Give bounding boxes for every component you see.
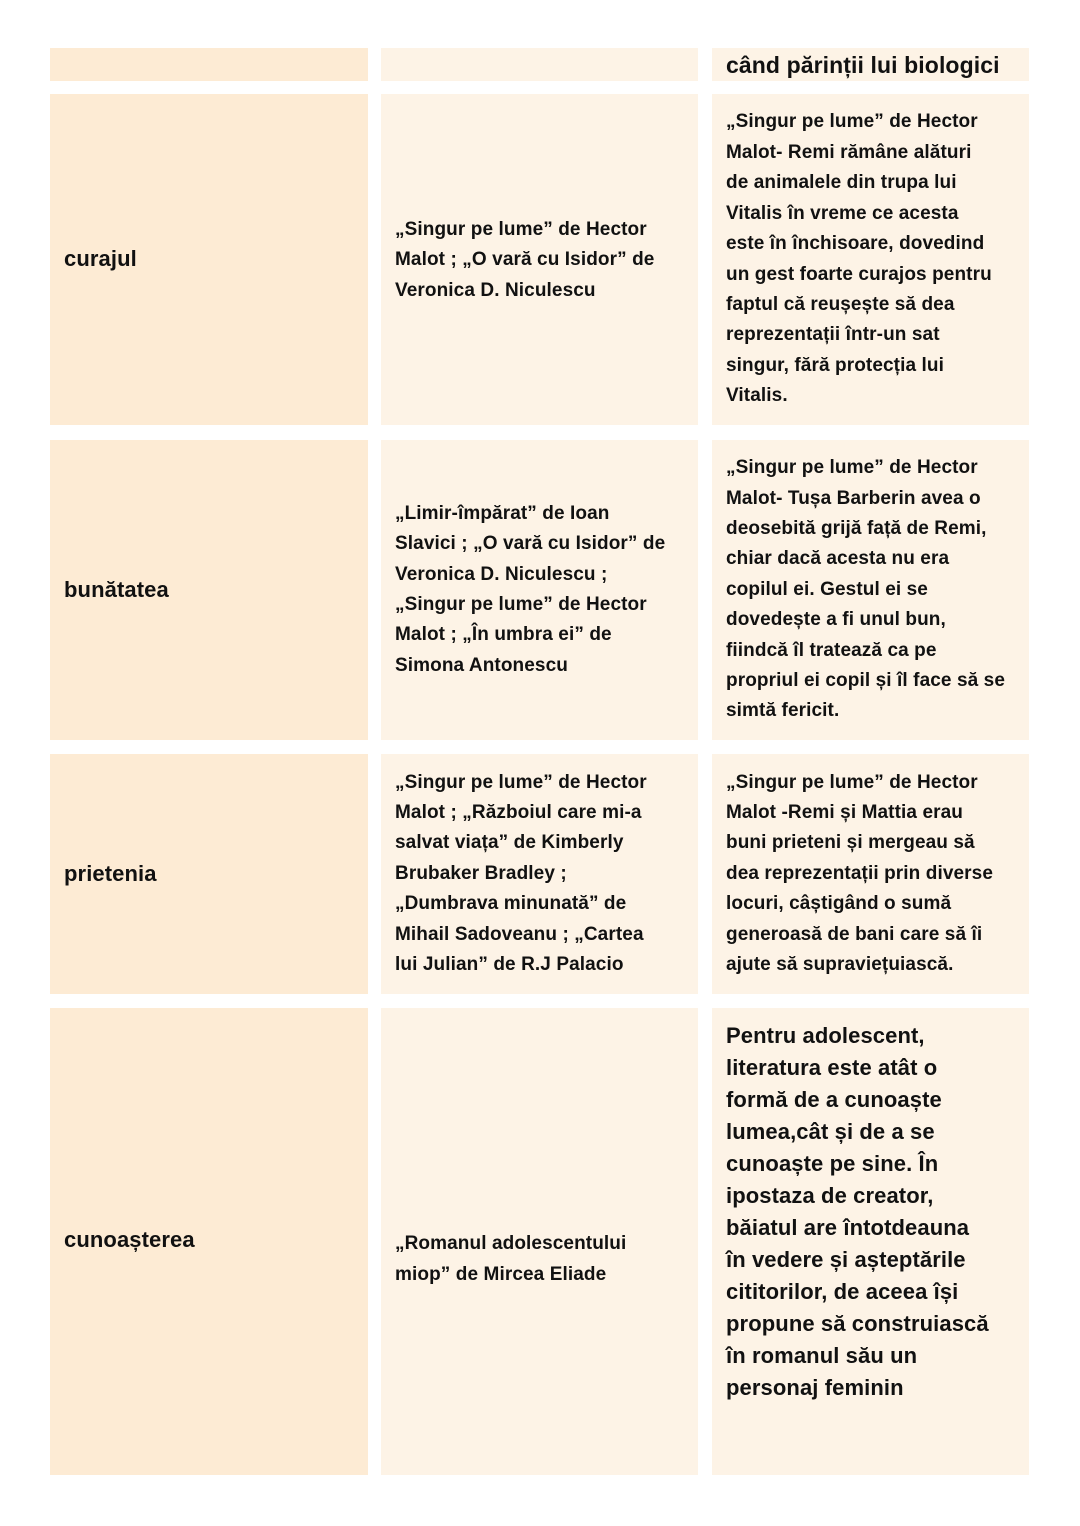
works-text: „Singur pe lume” de Hector Malot ; „Războiul care mi-a salvat viața” de Kimberly Brubaker Bradley ; „Dumbrava minunată” de Mihail Sadoveanu ; „Cartea lui Julian” de R.J Palacio <box>395 771 647 976</box>
works-cell <box>381 440 698 740</box>
theme-label: prietenia <box>64 860 157 886</box>
theme-label: bunătatea <box>64 576 169 602</box>
example-cell <box>712 94 1029 425</box>
works-text: „Singur pe lume” de Hector Malot ; „O vară cu Isidor” de Veronica D. Niculescu <box>395 218 655 301</box>
theme-label: cunoașterea <box>64 1227 195 1253</box>
theme-cell <box>50 94 368 425</box>
works-cell <box>381 94 698 425</box>
works-text: „Romanul adolescentului miop” de Mircea Eliade <box>395 1233 627 1285</box>
theme-cell <box>50 440 368 740</box>
example-cell <box>712 1008 1029 1475</box>
example-text: Pentru adolescent, literatura este atât o formă de a cunoaște lumea,cât și de a se cunoaște pe sine. În ipostaza de creator, băiatul are întotdeauna în vedere și așteptările cititorilor, de aceea își propune să construiască în romanul său un personaj feminin <box>726 1023 989 1400</box>
works-cell <box>381 1008 698 1475</box>
theme-label: curajul <box>64 246 137 272</box>
example-cell <box>712 440 1029 740</box>
example-text: „Singur pe lume” de Hector Malot- Tușa Barberin avea o deosebită grijă față de Remi, chiar dacă acesta nu era copilul ei. Gestul ei se dovedește a fi unul bun, fiindcă îl tratează ca pe propriul ei copil și îl face să se simtă fericit. <box>726 457 1006 722</box>
theme-cell <box>50 1008 368 1475</box>
works-cell <box>381 48 698 81</box>
example-cell <box>712 48 1029 81</box>
theme-cell <box>50 754 368 994</box>
works-cell <box>381 754 698 994</box>
example-cell <box>712 754 1029 994</box>
theme-cell <box>50 48 368 81</box>
works-text: „Limir-împărat” de Ioan Slavici ; „O vară cu Isidor” de Veronica D. Niculescu ; „Singur pe lume” de Hector Malot ; „În umbra ei” de Simona Antonescu <box>395 502 666 676</box>
example-text: când părinții lui biologici <box>726 51 1000 78</box>
example-text: „Singur pe lume” de Hector Malot- Remi rămâne alături de animalele din trupa lui Vitalis în vreme ce acesta este în închisoare, dovedind un gest foarte curajos pentru faptul că reușește să dea reprezentații într-un sat singur, fără protecția lui Vitalis. <box>726 111 992 407</box>
example-text: „Singur pe lume” de Hector Malot -Remi și Mattia erau buni prieteni și mergeau să dea reprezentații prin diverse locuri, câștigând o sumă generoasă de bani care să îi ajute să supraviețuiască. <box>726 771 993 976</box>
